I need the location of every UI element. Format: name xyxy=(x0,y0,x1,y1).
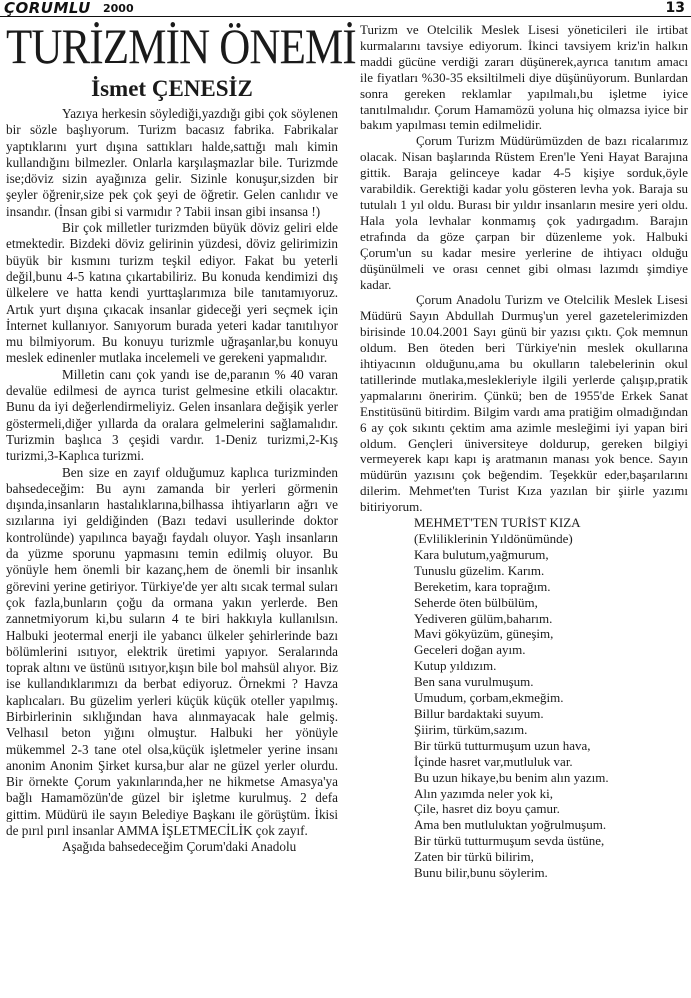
poem-line: Bereketim, kara toprağım. xyxy=(414,578,551,594)
right-column xyxy=(360,22,688,881)
poem-line: Seherde öten bülbülüm, xyxy=(414,594,538,610)
poem-line: Ama ben mutluluktan yoğrulmuşum. xyxy=(414,817,607,833)
poem xyxy=(414,515,688,881)
paragraph: Çorum Turizm Müdürümüzden de bazı ricalarımız olacak. Nisan başlarında Rüstem Eren'le Yeni Hayat Barajına gittik. Baraja gelinceye kadar 4-5 kişiye sorduk,öyle varabildik. Gerektiği kadar yolu gösteren levha yok. Baraja su tutulalı 1 yıl oldu. Burası bir yıldır insanların mesire yeri oldu. Hala yola levhalar konmamış çok yadırgadım. Barajın etrafında da göze çarpan bir düzenleme yok. Halbuki Çorum'un su kadar mesire yerlerine de ihtiyacı olduğu düşünülmeli ve orası cennet gibi olması lazımdı şimdiye kadar. xyxy=(360,133,688,292)
poem-line: Bunu bilir,bunu söylerim. xyxy=(414,865,548,881)
header-rule xyxy=(0,16,691,17)
paragraph: Çorum Anadolu Turizm ve Otelcilik Meslek Lisesi Müdürü Sayın Abdullah Durmuş'un yerel gazetelerimizden birisinde 10.04.2001 Sayı günü bir yazısı çıktı. Çok memnun oldum. Ben öteden beri Türkiye'nin meslek okullarına ihtiyacının olduğunu,ama bu okulların talebelerinin okul tatillerinde mutlaka,meslekleriyle ilgili yerlerde çalışıp,pratik yapmalarını öneririm. Çünkü; ben de 1955'de Erkek Sanat Enstitüsünü bitirdim. Bilgim vardı ama pratiğim olmadığından 6 ay çok sıkıntı çektim ama azimle mesleğimi iyi yapan biri oldum. Gençleri üniversiteye doldurup, gereken bilgiyi vermeyerek kapı kapı iş aratmanın manası yok bence. Sayın müdürün yazısını çok beğendim. Teşekkür eder,başarılarını dilerim. Mehmet'ten Turist Kıza yazılan bir şiirle yazımı bitiriyorum. xyxy=(360,292,688,515)
paragraph: Milletin canı çok yandı ise de,paranın % 40 varan devalüe edilmesi de ayrıca turist gelmesine etkili olacaktır. Bunu da iyi değerlendirmeliyiz. Gelen insanlara değişik yerler göstermeli,diğer yıllarda da oralara gelmelerini sağlamalıdır. Turizmin başlıca 3 çeşidi vardır. 1-Deniz turizmi,2-Kış turizmi,3-Kaplıca turizmi. xyxy=(6,366,338,464)
issue-year: 2000 xyxy=(103,2,134,15)
poem-line: Umudum, çorbam,ekmeğim. xyxy=(414,690,564,706)
poem-line: Bir türkü tutturmuşum uzun hava, xyxy=(414,737,591,753)
page-number: 13 xyxy=(665,0,685,16)
poem-line: Yediveren gülüm,baharım. xyxy=(414,610,553,626)
poem-line: Çile, hasret diz boyu çamur. xyxy=(414,801,560,817)
paragraph: Yazıya herkesin söylediği,yazdığı gibi çok söylenen bir sözle başlıyorum. Turizm bacasız fabrika. Fabrikalar yaptıklarını yurt dışına sattıkları halde,sattığı malı kimin kullandığını bilmezler. Onlarla karşılaşmazlar bile. Turizmde ise;döviz sizin ayağınıza gelir. Sizinle konuşur,sizden bir şeyler öğrenir,size pek çok şeyi de öğretir. Gelen canlıdır ve insandır. (İnsan gibi si varmıdır ? Tabii insan gibi insansa !) xyxy=(6,106,338,219)
poem-line: Tunuslu güzelim. Karım. xyxy=(414,562,545,578)
poem-line: Bu uzun hikaye,bu benim alın yazım. xyxy=(414,769,609,785)
poem-line: Ben sana vurulmuşum. xyxy=(414,674,534,690)
poem-subtitle: (Evliliklerinin Yıldönümünde) xyxy=(414,531,573,546)
poem-line: Kara bulutum,yağmurum, xyxy=(414,546,549,562)
masthead-logo: ÇORUMLU xyxy=(4,0,91,17)
paragraph: Aşağıda bahsedeceğim Çorum'daki Anadolu xyxy=(62,839,297,855)
poem-line: Mavi gökyüzüm, güneşim, xyxy=(414,626,554,642)
poem-line: Billur bardaktaki suyum. xyxy=(414,705,544,721)
poem-title: MEHMET'TEN TURİST KIZA xyxy=(414,515,581,531)
paragraph: Ben size en zayıf olduğumuz kaplıca turizminden bahsedeceğim: Bu aynı zamanda bir yerleri görmenin dışında,insanların hastalıklarına,bilhassa ihtiyarların ağrı ve sızılarına iyi geldiğinden (Bazı tedavi usullerinde doktor kontrolünde) yapılınca bayağı faydalı oluyor. Yaşlı insanların da yüzme sporunu yapmasını temin edilmiş oluyor. Bu yönüyle hem önemli bir kazanç,hem de önemli bir insanlık görevini yerine getiriyor. Türkiye'de yer altı sıcak termal suları çok fazla,bunların çoğu da ormana yakın yerlerde. Ben zannetmiyorum ki,bu suların 4 te biri hakkıyla kullanılsın. Halbuki jeotermal enerji ile yabancı ülkeler şehirlerinde bazı bölümlerini ısıtıyor, elektrik üretimi yapıyor. Seralarında toprak altını ve üstünü ısıtıyor,kışın bile bol mahsül alıyor. Biz ise kullandıklarımızı da berbat ediyoruz. Örnekmi ? Havza kaplıcaları. Bu güzelim yerleri küçük küçük oteller yapılmış. Birbirlerinin sıklığından hava alınmayacak hale gelmiş. Velhasıl beton yığını olmuştur. Halbuki her yönüyle mükemmel 2-3 tane otel olsa,küçük işletmeler yerine insanı anonim Anonim Şirket kursa,bur alar ne güzel yerler olurdu. Bir örnekte Çorum yakınlarında,her ne hikmetse Amasya'ya bağlı Hamamözün'de güzel bir işletme kurulmuş. 2 defa gittim. Müdürü ile sayın Belediye Başkanı ile görüştüm. İkisi de pırıl pırıl insanlar AMMA İŞLETMECİLİK çok zayıf. xyxy=(6,464,338,839)
article-author: İsmet ÇENESİZ xyxy=(91,76,253,101)
left-column xyxy=(6,18,356,856)
poem-line: Bir türkü tutturmuşum sevda üstüne, xyxy=(414,833,605,849)
poem-line: Zaten bir türkü bilirim, xyxy=(414,849,534,865)
poem-line: Geceleri doğan ayım. xyxy=(414,642,526,658)
poem-line: Alın yazımda neler yok ki, xyxy=(414,785,553,801)
poem-line: Şiirim, türküm,sazım. xyxy=(414,721,528,737)
article-title: TURİZMİN ÖNEMİ xyxy=(6,18,356,74)
poem-line: Kutup yıldızım. xyxy=(414,658,497,674)
page-header xyxy=(0,0,691,18)
paragraph: Turizm ve Otelcilik Meslek Lisesi yöneticileri ile irtibat kurmalarını tavsiye ediyorum. İkinci tavsiyem kriz'in halkın maddi gücüne verdiği zararı düşünerek,ayrıca tanıtım amacı ile fiyatları %30-35 eksiltilmeli diye düşünüyorum. Bunlardan sonra gereken reklamlar yapılmalı,bu işletme iyice tanıtılmalıdır. Çorum Hamamözü yoluna hiç olmazsa iyice bir bakım yapılması temin edilmelidir. xyxy=(360,22,688,133)
poem-line: İçinde hasret var,mutluluk var. xyxy=(414,753,573,769)
paragraph: Bir çok milletler turizmden büyük döviz geliri elde etmektedir. Bizdeki döviz gelirinin yüzdesi, döviz gelirimizin büyük bir kısmını turizm teşkil ediyor. Fakat bu yeterli değil,bunu 4-5 katına çıkartabiliriz. Bu konuda kendimizi dış ülkelere ve hatta kendi yurttaşlarımıza bile tanıtamıyoruz. Artık yurt dışına çıkacak insanlar gideceği yeri seçmek için İnternet kullanıyor. Sanıyorum burada yeteri kadar tanıtılıyor mu bilmiyorum. Bu konuyu turizmle uğraşanlar,bu konuyu meslek edinenler mutlaka incelemeli ve gerekeni yapmalıdır. xyxy=(6,220,338,366)
